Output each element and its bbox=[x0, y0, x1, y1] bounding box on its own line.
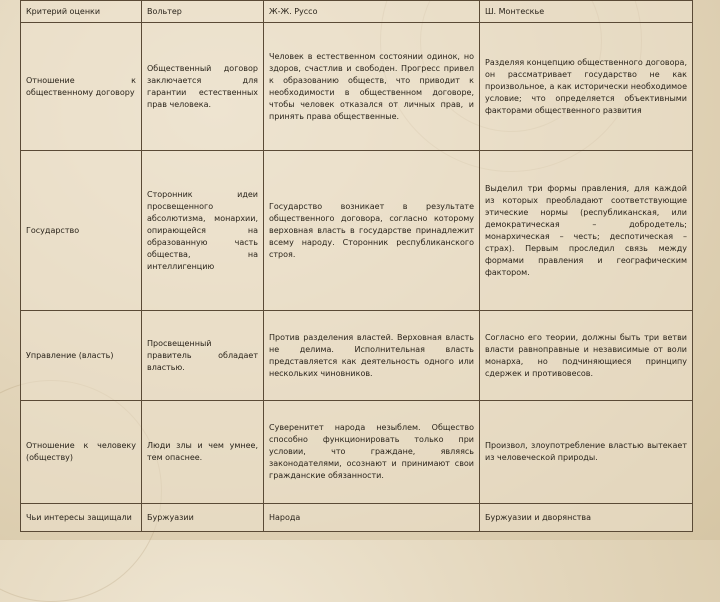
criterion-cell: Отношение к общественному договору bbox=[21, 23, 142, 151]
montesquieu-cell: Согласно его теории, должны быть три ветви власти равноправные и независимые от воли монарха, но подчиняющиеся принципу сдержек и противовесов. bbox=[480, 311, 693, 401]
header-cell: Вольтер bbox=[142, 1, 264, 23]
rousseau-cell: Против разделения властей. Верховная власть не делима. Исполнительная власть представляется как деятельность одного или нескольких чиновников. bbox=[264, 311, 480, 401]
header-cell: Ж-Ж. Руссо bbox=[264, 1, 480, 23]
montesquieu-cell: Разделяя концепцию общественного договора, он рассматривает государство не как произвольное, а как исторически необходимое условие; что определяется объективными факторами общественного развития bbox=[480, 23, 693, 151]
table-row bbox=[21, 23, 693, 151]
criterion-cell: Отношение к человеку (обществу) bbox=[21, 401, 142, 504]
header-cell: Ш. Монтескье bbox=[480, 1, 693, 23]
criterion-cell: Чьи интересы защищали bbox=[21, 504, 142, 532]
table-row bbox=[21, 311, 693, 401]
header-cell: Критерий оценки bbox=[21, 1, 142, 23]
voltaire-cell: Общественный договор заключается для гарантии естественных прав человека. bbox=[142, 23, 264, 151]
voltaire-cell: Люди злы и чем умнее, тем опаснее. bbox=[142, 401, 264, 504]
table-row bbox=[21, 401, 693, 504]
montesquieu-cell: Буржуазии и дворянства bbox=[480, 504, 693, 532]
voltaire-cell: Буржуазии bbox=[142, 504, 264, 532]
table-row bbox=[21, 151, 693, 311]
header-row bbox=[21, 1, 693, 23]
criterion-cell: Государство bbox=[21, 151, 142, 311]
table-row bbox=[21, 504, 693, 532]
montesquieu-cell: Произвол, злоупотребление властью вытекает из человеческой природы. bbox=[480, 401, 693, 504]
rousseau-cell: Государство возникает в результате общественного договора, согласно которому верховная власть в государстве принадлежит всему народу. Сторонник республиканского строя. bbox=[264, 151, 480, 311]
comparison-table bbox=[20, 0, 693, 532]
voltaire-cell: Просвещенный правитель обладает властью. bbox=[142, 311, 264, 401]
montesquieu-cell: Выделил три формы правления, для каждой из которых преобладают соответствующие этические нормы (республиканская, или демократическая – добродетель; монархическая – честь; деспотическая – страх). Первым проследил связь между формами правления и географическим фактором. bbox=[480, 151, 693, 311]
rousseau-cell: Народа bbox=[264, 504, 480, 532]
rousseau-cell: Человек в естественном состоянии одинок, но здоров, счастлив и свободен. Прогресс привел к образованию обществ, что приводит к необходимости в общественном договоре, чтобы человек отказался от личных прав, и принять права общественные. bbox=[264, 23, 480, 151]
voltaire-cell: Сторонник идеи просвещенного абсолютизма, монархии, опирающейся на образованную часть общества, на интеллигенцию bbox=[142, 151, 264, 311]
criterion-cell: Управление (власть) bbox=[21, 311, 142, 401]
rousseau-cell: Суверенитет народа незыблем. Общество способно функционировать только при условии, что граждане, являясь законодателями, осознают и принимают свои гражданские обязанности. bbox=[264, 401, 480, 504]
